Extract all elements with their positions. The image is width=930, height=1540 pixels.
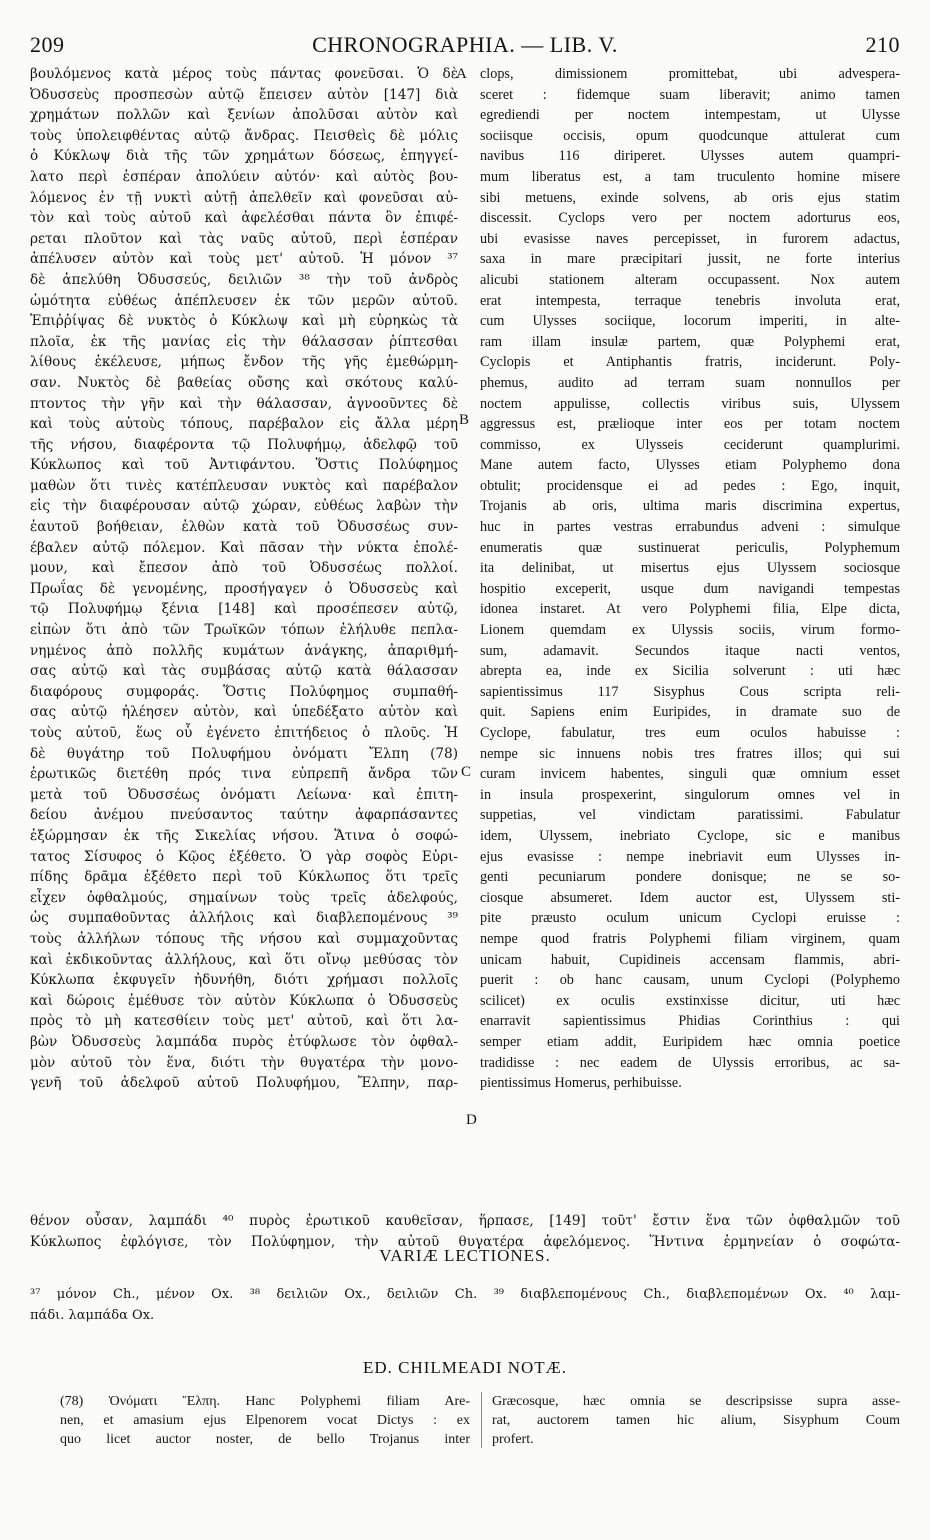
greek-text-line: μαθὼν ὅτι τινὲς κατέπλευσαν νυκτὸς καὶ παρέβαλον — [30, 477, 458, 494]
latin-text-line: commisso, ex Ulysseis ceciderunt quamplurimi. — [480, 436, 900, 453]
latin-text-line: puerit : ob hanc causam, unum Cyclopi (Polyphemo — [480, 972, 900, 989]
greek-text-line: καὶ ἐκδικοῦντας ἀλλήλους, καὶ ὅτι οἴνῳ μεθύσας τὸν — [30, 951, 458, 968]
latin-text-line: curam invicem habentes, singuli quæ omnium esset — [480, 766, 900, 783]
greek-text-line: ὡς συμπαθοῦντας ἀλλήλοις καὶ διαβλεπομένους ³⁹ — [30, 910, 458, 927]
section-mark-a: A — [456, 66, 467, 82]
greek-text-line: Ἐπιῤῥίψας δὲ νυκτὸς ὁ Κύκλωψ καὶ μὴ εὑρηκὼς τὰ — [30, 313, 458, 330]
greek-text-line: εἰς τὴν διαφέρουσαν αὐτῷ χώραν, εὐθέως λαβὼν τὴν — [30, 498, 458, 515]
greek-text-line: πλοῖα, ἐκ τῆς μανίας εἰς τὴν θάλασσαν ῥίπτεσθαι — [30, 333, 458, 350]
latin-text-line: Lionem quemdam ex Ulyssis sociis, virum formo- — [480, 622, 900, 639]
running-title: CHRONOGRAPHIA. — LIB. V. — [312, 32, 618, 57]
greek-text-line: λόμενος ἐν τῇ νυκτὶ αὐτῇ ἀπελθεῖν καὶ φονεῦσαι αὐ- — [30, 189, 458, 206]
greek-text-line: Κύκλωπος ἐφλόγισε, τὸν Πολύφημον, τὴν αὐτοῦ θυγατέρα ἀφελόμενος. Ἥντινα ἑρμηνείαν ὁ σοφώτα- — [30, 1233, 900, 1250]
latin-text-line: ejus evasisse : nempe inebriavit eum Ulysses in- — [480, 848, 900, 865]
greek-text-line: πίδης δρᾶμα ἐξέθετο περὶ τοῦ Κύκλωπος ὅτι τρεῖς — [30, 869, 458, 886]
latin-text-line: sapientissimus 117 Sisyphus Cous scripta reli- — [480, 683, 900, 700]
greek-text-line: Κύκλωπος καὶ τοῦ Ἀντιφάντου. Ὅστις Πολύφημος — [30, 457, 458, 474]
latin-text-line: ram illam insulæ partem, quæ Polyphemi erat, — [480, 333, 900, 350]
notes-column-rule — [481, 1392, 482, 1448]
latin-text-line: mum liberatus est, a tam truculento homine misere — [480, 168, 900, 185]
editor-notes-right — [492, 1392, 900, 1449]
latin-text-line: nempe sic innuens nobis tres fratres illos; qui sui — [480, 745, 900, 762]
greek-text-line: τοὺς αὐτοῦ, ἕως οὗ ἐγένετο ἐπιτήδειος ὁ πλοῦς. Ἡ — [30, 725, 458, 741]
editor-note-line: rat, auctorem tamen hic alium, Sisyphum Coum — [492, 1413, 900, 1428]
latin-text-line: enumeratis quæ sustinuerat periculis, Polyphemum — [480, 539, 900, 556]
variae-lectiones — [30, 1284, 900, 1326]
greek-text-line: δὲ ἀπελύθη Ὀδυσσεύς, δειλιῶν ³⁸ τὴν τοῦ ἀνδρὸς — [30, 271, 458, 288]
greek-text-line: γενῆ τοῦ ἀδελφοῦ αὐτοῦ Πολυφήμου, Ἔλπην, παρ- — [30, 1075, 458, 1092]
greek-text-line: νημένος ἀπὸ πολλῆς κυμάτων ἀνάγκης, ἀπαριθμή- — [30, 642, 458, 659]
latin-text-line: sibi metuens, exinde solvens, ab oris ejus statim — [480, 189, 900, 206]
latin-text-line: scilicet) ex oculis exstinxisse dicitur, uti hæc — [480, 992, 900, 1009]
page-number-left: 209 — [30, 32, 65, 57]
greek-text-column — [30, 64, 458, 1094]
latin-text-line: sociisque occisis, opum quodcunque attulerat cum — [480, 127, 900, 144]
latin-text-line: ubi evasisse naves percepisset, in furorem adactus, — [480, 230, 900, 247]
editor-notes-heading: ED. CHILMEADI NOTÆ. — [362, 1358, 568, 1377]
greek-text-line: ἑαυτοῦ βοήθειαν, ἐλθὼν κατὰ τοῦ Ὀδυσσέως συν- — [30, 519, 458, 536]
greek-text-line: τοὺς ὑπολειφθέντας αὐτῷ ἄνδρας. Πεισθεὶς δὲ μόλις — [30, 127, 458, 144]
greek-text-line: λίθους ἐκέλευσε, μήπως ἔνδον τῆς γῆς ἐμεθώρμη- — [30, 354, 458, 371]
latin-text-line: Cyclope, fabulatur, tres eum oculos habuisse : — [480, 725, 900, 741]
latin-text-line: quit. Sapiens enim Euripides, in dramate suo de — [480, 704, 900, 721]
greek-text-line: τατος Σίσυφος ὁ Κῷος ἐξέθετο. Ὁ γὰρ σοφὸς Εὐρι- — [30, 848, 458, 865]
greek-text-line: δείου ἀνέμου πνεύσαντος ταύτην ἁφαρπάσαντες — [30, 807, 458, 824]
greek-text-line: καὶ δώροις ἐμέθυσε τὸν αὐτὸν Κύκλωπα ὁ Ὀδυσσεὺς — [30, 992, 458, 1009]
greek-text-line: ὠμότητα εὐθέως ἀπέπλευσεν ἐκ τῶν μερῶν αὐτοῦ. — [30, 292, 458, 309]
latin-text-line: alicubi stationem alteram occupassent. Nox autem — [480, 271, 900, 288]
latin-text-line: genti pecuniarum pondere donisque; ne se so- — [480, 869, 900, 886]
greek-text-line: πτοντος τὴν γῆν καὶ τὴν θάλασσαν, ἀγνοοῦντες δὲ — [30, 395, 458, 412]
greek-text-line: θένον οὖσαν, λαμπάδι ⁴⁰ πυρὸς ἐρωτικοῦ καυθεῖσαν, ἥρπασε, [149] τοῦτ' ἔστιν ἕνα τῶν ὀφθαλμῶν τοῦ — [30, 1213, 900, 1229]
greek-text-line: τοὺς ἀλλήλων τόπους τῆς νήσου καὶ συμμαχοῦντας — [30, 930, 458, 947]
latin-text-line: obtulit; procidensque ei ad pedes : Ego, inquit, — [480, 477, 900, 494]
variant-reading-line: ³⁷ μόνον Ch., μένον Ox. ³⁸ δειλιῶν Ox., δειλιῶν Ch. ³⁹ διαβλεπομένους Ch., διαβλεπομένων Ox. ⁴⁰ λαμ- — [30, 1287, 900, 1302]
latin-text-line: hospitio exceperit, usque dum navigandi tempestas — [480, 580, 900, 597]
greek-text-line: μὸν αὐτοῦ τὸν ἕνα, διότι τὴν θυγατέρα τὴν μονο- — [30, 1054, 458, 1071]
greek-text-line: διαφόρους συμφοράς. Ὅστις Πολύφημος συμπαθή- — [30, 683, 458, 700]
greek-text-line: μουν, καὶ ἔπεσον ἀπὸ τοῦ Ὀδυσσέως πολλοί. — [30, 560, 458, 577]
latin-text-line: sum, adamavit. Secundos itaque nacti ventos, — [480, 642, 900, 659]
latin-text-line: idem, Ulyssem, inebriato Cyclope, sic e manibus — [480, 827, 900, 844]
greek-text-line: καὶ τοὺς αὐτοὺς τόπους, παρέβαλον εἰς ἄλλα μέρη — [30, 416, 458, 433]
latin-text-line: Trojanis ab oris, ultima maris discrimina expertus, — [480, 498, 900, 515]
page-number-right: 210 — [865, 32, 900, 57]
latin-text-line: idonea instaret. At vero Polyphemi filia, Elpe dicta, — [480, 601, 900, 618]
greek-text-line: Κύκλωπα ἐκφυγεῖν ἠδυνήθη, διότι χρήμασι πολλοῖς — [30, 972, 458, 989]
latin-text-line: erat intempesta, terraque tenebris involuta erat, — [480, 292, 900, 309]
latin-text-line: aggressus est, prælioque inter eos per totam noctem — [480, 416, 900, 433]
editor-note-line: profert. — [492, 1432, 534, 1447]
variae-lectiones-heading: VARIÆ LECTIONES. — [379, 1246, 551, 1265]
latin-text-line: navibus 116 diriperet. Ulysses autem quampri- — [480, 148, 900, 165]
running-header — [30, 32, 900, 58]
latin-text-column — [480, 64, 900, 1094]
greek-text-line: λατο περὶ ἑσπέραν ἀπολύειν αὐτόν· καὶ αὐτὸς βου- — [30, 168, 458, 185]
section-mark-b: B — [459, 412, 470, 428]
latin-text-line: tradidisse : nec eadem de Ulyssis erroribus, ac sa- — [480, 1054, 900, 1071]
latin-text-line: huc in partes vestras errabundus adveni : simulque — [480, 519, 900, 536]
editor-note-line: (78) Ὀνόματι Ἔλπη. Hanc Polyphemi filiam Are- — [60, 1394, 470, 1409]
greek-text-line: εἶχεν ὀφθαλμούς, σημαίνων τοὺς τρεῖς ἀδελφούς, — [30, 889, 458, 906]
greek-text-line: βὼν Ὀδυσσεὺς λαμπάδα πυρὸς ἐτύφλωσε τὸν ὀφθαλ- — [30, 1033, 458, 1050]
editor-notes-left — [60, 1392, 470, 1449]
latin-text-line: nempe quod fratris Polyphemi filiam virginem, quam — [480, 930, 900, 947]
latin-text-line: clops, dimissionem promittebat, ubi advespera- — [480, 66, 900, 82]
greek-text-line: σας αὐτῷ ἠλέησεν αὐτὸν, καὶ ὑπεδέξατο αὐτὸν καὶ — [30, 704, 458, 721]
latin-text-line: saxa in mare præcipitari jussit, ne forte interius — [480, 251, 900, 268]
greek-text-line: μετὰ τοῦ Ὀδυσσέως ὀνόματι Λείωνα· καὶ ἐπιτη- — [30, 786, 458, 803]
editor-note-line: nen, et amasium ejus Elpenorem vocat Dictys : ex — [60, 1413, 470, 1428]
greek-text-line: ὁ Κύκλωψ διὰ τῆς τῶν χρημάτων δόσεως, ἐπηγγεί- — [30, 148, 458, 165]
greek-text-line: ἀπέλυσεν αὐτὸν καὶ τοὺς μετ' αὐτοῦ. Ἡ μόνον ³⁷ — [30, 251, 458, 268]
greek-text-line: τῆς νήσου, διαφέροντα τῷ Πολυφήμῳ, ἀδελφῷ τοῦ — [30, 436, 458, 453]
greek-text-line: βουλόμενος κατὰ μέρος τοὺς πάντας φονεῦσαι. Ὁ δὲ — [30, 66, 458, 82]
greek-text-line: τῷ Πολυφήμῳ ξένια [148] καὶ προσέπεσεν αὐτῷ, — [30, 601, 458, 618]
greek-text-line: πρὸς τὸ μὴ κατεσθίειν τοὺς μετ' αὐτοῦ, καὶ ὅτι λα- — [30, 1013, 458, 1030]
greek-text-line: χρημάτων πολλῶν καὶ ξενίων ἀπολῦσαι αὐτὸν καὶ — [30, 107, 458, 124]
latin-text-line: Cyclopis et Antiphantis fratris, inciderunt. Poly- — [480, 354, 900, 371]
greek-text-line: ἐρωτικῶς διετέθη πρός τινα εὐπρεπῆ ἄνδρα τῶν — [30, 766, 458, 783]
latin-text-line: discessit. Cyclops vero per noctem adorturus eos, — [480, 210, 900, 227]
editor-note-line: quo licet auctor noster, de bello Trojanus inter — [60, 1432, 470, 1447]
latin-text-line: Mane autem facto, Ulysses etiam Polyphemo dona — [480, 457, 900, 474]
latin-text-line: egrediendi per noctem intempestam, ut Ulysse — [480, 107, 900, 124]
greek-text-line: έβαλεν αὐτῷ πόλεμον. Καὶ πᾶσαν τὴν νύκτα ἐπολέ- — [30, 539, 458, 556]
latin-text-line: enarravit sapientissimus Phidias Corinthius : qui — [480, 1013, 900, 1030]
latin-text-line: abrepta ea, inde ex Sicilia solverunt : uti hæc — [480, 663, 900, 680]
latin-text-line: sceret : fidemque suam liberavit; animo tamen — [480, 86, 900, 103]
variant-reading-line: πάδι. λαμπάδα Ox. — [30, 1308, 155, 1323]
greek-text-line: Πρωΐας δὲ γενομένης, προσήγαγεν ὁ Ὀδυσσεὺς καὶ — [30, 580, 458, 597]
greek-text-line: ἐξώρμησαν ἐκ τῆς Σικελίας νήσου. Ἅτινα ὁ σοφώ- — [30, 827, 458, 844]
latin-text-line: unicam habuit, Cupidineis accensam flammis, abri- — [480, 951, 900, 968]
latin-text-line: pientissimus Homerus, perhibuisse. — [480, 1075, 682, 1092]
latin-text-line: noctem appulisse, collectis viribus suis, Ulyssem — [480, 395, 900, 412]
greek-text-line: τὸν καὶ τοὺς αὐτοῦ καὶ ἀφελέσθαι πάντα ὃν ἐπιφέ- — [30, 210, 458, 227]
greek-text-line: σαν. Νυκτὸς δὲ βαθείας οὔσης καὶ σκότους καλύ- — [30, 374, 458, 391]
latin-text-line: in insula prospexerint, singulorum omnes vel in — [480, 786, 900, 803]
latin-text-line: ita delinibat, ut misertus ejus Ulyssem sociosque — [480, 560, 900, 577]
greek-text-line: σας αὐτῷ καὶ τὰς συμβάσας αὐτῷ κατὰ θάλασσαν — [30, 663, 458, 680]
editor-note-line: Græcosque, hæc omnia se descripsisse supra asse- — [492, 1394, 900, 1409]
latin-text-line: pite præusto oculum unicum Cyclopi eruisse : — [480, 910, 900, 927]
section-mark-c: C — [461, 764, 472, 780]
greek-text-line: ρεται πλοῦτον καὶ τὰς ναῦς αὐτοῦ, περὶ ἑσπέραν — [30, 230, 458, 247]
latin-text-line: semper etiam addit, Euripidem hæc omnia poetice — [480, 1033, 900, 1050]
greek-text-line: Ὀδυσσεὺς προσπεσὼν αὐτῷ ἔπεισεν αὐτὸν [147] διὰ — [30, 86, 458, 103]
latin-text-line: cum Ulysses sociique, locorum imperiti, in alte- — [480, 313, 900, 330]
section-mark-d: D — [466, 1112, 477, 1128]
latin-text-line: phemus, audito ad terram suam nonnullos per — [480, 374, 900, 391]
latin-text-line: ciosque absumeret. Idem auctor est, Ulyssem sti- — [480, 889, 900, 906]
latin-text-line: suppetias, vel vindictam paratissimi. Fabulatur — [480, 807, 900, 824]
greek-text-line: εἰπὼν ὅτι ἀπὸ τῶν Τρωϊκῶν τόπων ἐλήλυθε πεπλα- — [30, 622, 458, 639]
greek-text-line: δὲ θυγάτηρ τοῦ Πολυφήμου ὀνόματι Ἔλπη (78) — [30, 745, 458, 762]
